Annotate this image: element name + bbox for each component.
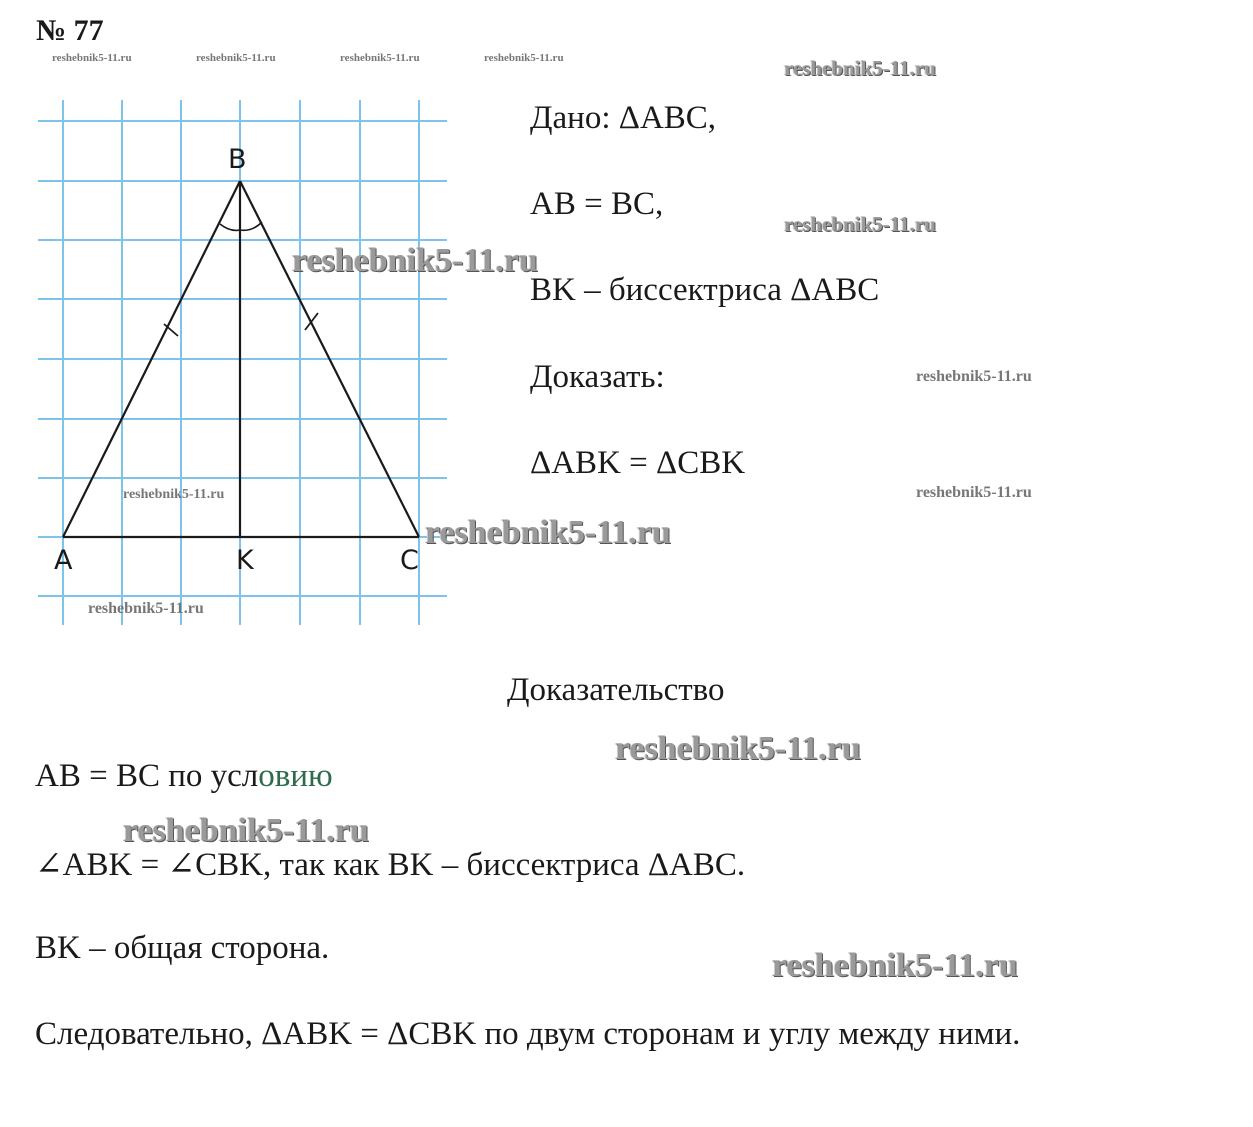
prove-heading: Доказать:: [530, 359, 665, 395]
proof-step-4: Следовательно, ΔABK = ΔCBK по двум сторонам и углу между ними.: [35, 1016, 1021, 1052]
vertex-label-b: B: [228, 144, 247, 175]
proof-step-1-suffix: овию: [258, 758, 333, 794]
prove-statement: ΔABK = ΔCBK: [530, 445, 746, 481]
watermark: reshebnik5-11.ru: [615, 730, 861, 767]
proof-step-2: ∠ABK = ∠CBK, так как BK – биссектриса ΔABC.: [35, 847, 746, 883]
watermark: reshebnik5-11.ru: [340, 52, 420, 64]
proof-heading: Доказательство: [507, 672, 725, 708]
watermark: reshebnik5-11.ru: [123, 812, 369, 849]
vertex-label-a: A: [54, 545, 73, 576]
watermark: reshebnik5-11.ru: [196, 52, 276, 64]
watermark: reshebnik5-11.ru: [425, 514, 671, 551]
problem-number: № 77: [36, 14, 104, 47]
watermark: reshebnik5-11.ru: [88, 600, 204, 617]
angle-arc-left: [220, 224, 240, 230]
watermark: reshebnik5-11.ru: [784, 56, 936, 80]
proof-step-1: [35, 758, 333, 795]
watermark: reshebnik5-11.ru: [123, 487, 225, 502]
watermark: reshebnik5-11.ru: [772, 947, 1018, 984]
angle-arc-right: [240, 222, 262, 230]
proof-step-1-text: AB = BC по усл: [35, 758, 259, 794]
given-triangle: Дано: ΔABC,: [530, 100, 717, 136]
vertex-label-c: C: [400, 545, 419, 576]
given-equal-sides: AB = BC,: [530, 186, 664, 222]
point-label-k: K: [236, 545, 254, 576]
proof-step-3: BK – общая сторона.: [35, 930, 330, 966]
given-bisector: BK – биссектриса ΔABC: [530, 272, 880, 308]
watermark: reshebnik5-11.ru: [52, 52, 132, 64]
watermark: reshebnik5-11.ru: [916, 484, 1032, 501]
watermark: reshebnik5-11.ru: [784, 212, 936, 236]
watermark: reshebnik5-11.ru: [292, 242, 538, 279]
watermark: reshebnik5-11.ru: [484, 52, 564, 64]
watermark: reshebnik5-11.ru: [916, 368, 1032, 385]
